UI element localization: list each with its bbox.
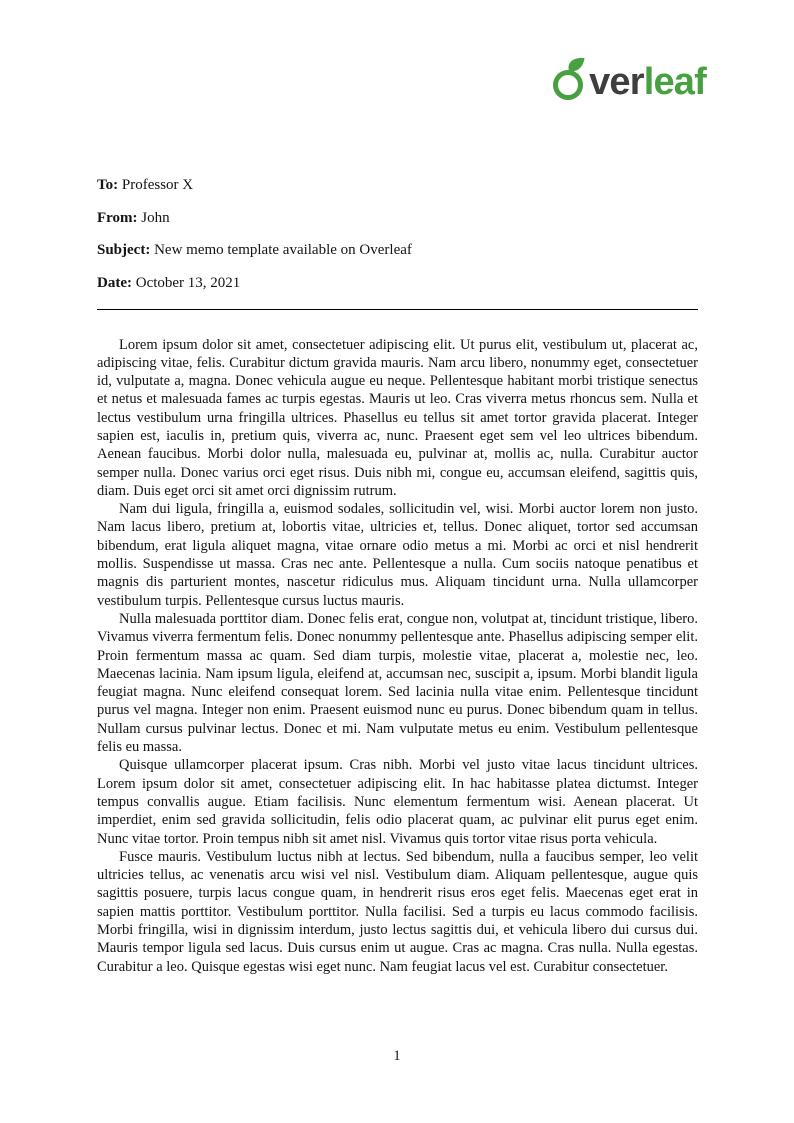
memo-field-from-value: John [141, 209, 170, 226]
memo-field-to-value: Professor X [121, 177, 194, 193]
memo-field-date-value: October 13, 2021 [135, 274, 241, 291]
memo-field-date-label: Date: [97, 274, 132, 291]
wordmark-green-part: leaf [643, 61, 706, 103]
memo-field-from [97, 209, 698, 227]
memo-field-to [97, 176, 698, 194]
page-number: 1 [393, 1048, 401, 1064]
memo-field-subject-label: Subject: [97, 242, 151, 258]
header-rule [97, 309, 698, 310]
memo-field-subject-value: New memo template available on Overleaf [154, 242, 412, 258]
memo-field-date [97, 274, 698, 292]
overleaf-logo [549, 56, 706, 101]
memo-body [97, 336, 698, 976]
paragraph-3: Nulla malesuada porttitor diam. Donec felis erat, congue non, volutpat at, tincidunt tristique, libero. Vivamus viverra fermentum felis. Donec nonummy pellentesque ante. Phasellus adipiscing semper elit. Proin fermentum massa ac quam. Sed diam turpis, molestie vitae, placerat a, molestie nec, leo. Maecenas lacinia. Nam ipsum ligula, eleifend at, accumsan nec, suscipit a, ipsum. Morbi blandit ligula feugiat magna. Nunc eleifend consequat lorem. Sed lacinia nulla vitae enim. Pellentesque tincidunt purus vel magna. Integer non enim. Praesent euismod nunc eu purus. Donec bibendum quam in tellus. Nullam cursus pulvinar lectus. Donec et mi. Nam vulputate metus eu enim. Vestibulum pellentesque felis eu massa. [97, 610, 698, 756]
overleaf-wordmark [589, 63, 706, 101]
paragraph-5: Fusce mauris. Vestibulum luctus nibh at lectus. Sed bibendum, nulla a faucibus semper, leo velit ultricies tellus, ac venenatis arcu wisi vel nisl. Vestibulum diam. Aliquam pellentesque, augue quis sagittis posuere, turpis lacus congue quam, in hendrerit risus eros eget felis. Maecenas eget erat in sapien mattis porttitor. Vestibulum porttitor. Nulla facilisi. Sed a turpis eu lacus commodo facilisis. Morbi fringilla, wisi in dignissim interdum, justo lectus sagittis dui, et vehicula libero dui cursus dui. Mauris tempor ligula sed lacus. Duis cursus enim ut augue. Cras ac magna. Cras nulla. Nulla egestas. Curabitur a leo. Quisque egestas wisi eget nunc. Nam feugiat lacus vel est. Curabitur consectetuer. [97, 848, 698, 975]
paragraph-2: Nam dui ligula, fringilla a, euismod sodales, sollicitudin vel, wisi. Morbi auctor lorem non justo. Nam lacus libero, pretium at, lobortis vitae, ultricies et, tellus. Donec aliquet, tortor sed accumsan bibendum, erat ligula aliquet magna, vitae ornare odio metus a mi. Morbi ac orci et nisl hendrerit mollis. Suspendisse ut massa. Cras nec ante. Pellentesque a nulla. Cum sociis natoque penatibus et magnis dis parturient montes, nascetur ridiculus mus. Aliquam tincidunt urna. Nulla ullamcorper vestibulum turpis. Pellentesque cursus luctus mauris. [97, 501, 698, 609]
wordmark-dark-part: ver [589, 61, 644, 103]
paragraph-1: Lorem ipsum dolor sit amet, consectetuer adipiscing elit. Ut purus elit, vestibulum ut, placerat ac, adipiscing vitae, felis. Curabitur dictum gravida mauris. Nam arcu libero, nonummy eget, consectetuer id, vulputate a, magna. Donec vehicula augue eu neque. Pellentesque habitant morbi tristique senectus et netus et malesuada fames ac turpis egestas. Mauris ut leo. Cras viverra metus rhoncus sem. Nulla et lectus vestibulum urna fringilla ultrices. Phasellus eu tellus sit amet tortor gravida placerat. Integer sapien est, iaculis in, pretium quis, viverra ac, nunc. Praesent eget sem vel leo ultrices bibendum. Aenean faucibus. Morbi dolor nulla, malesuada eu, pulvinar at, mollis ac, nulla. Curabitur auctor semper nulla. Donec varius orci eget risus. Duis nibh mi, congue eu, accumsan eleifend, sagittis quis, diam. Duis eget orci sit amet orci dignissim rutrum. [97, 336, 698, 499]
memo-field-from-label: From: [97, 209, 138, 226]
memo-field-subject [97, 241, 698, 259]
paragraph-4: Quisque ullamcorper placerat ipsum. Cras nibh. Morbi vel justo vitae lacus tincidunt ultrices. Lorem ipsum dolor sit amet, consectetuer adipiscing elit. In hac habitasse platea dictumst. Integer tempus convallis augue. Etiam facilisis. Nunc elementum fermentum wisi. Aenean placerat. Ut imperdiet, enim sed gravida sollicitudin, felis odio placerat quam, ac pulvinar elit purus eget enim. Nunc vitae tortor. Proin tempus nibh sit amet nisl. Vivamus quis tortor vitae risus porta vehicula. [97, 757, 698, 847]
overleaf-leaf-icon [549, 56, 589, 101]
memo-content [97, 176, 698, 976]
memo-field-to-label: To: [97, 177, 119, 193]
